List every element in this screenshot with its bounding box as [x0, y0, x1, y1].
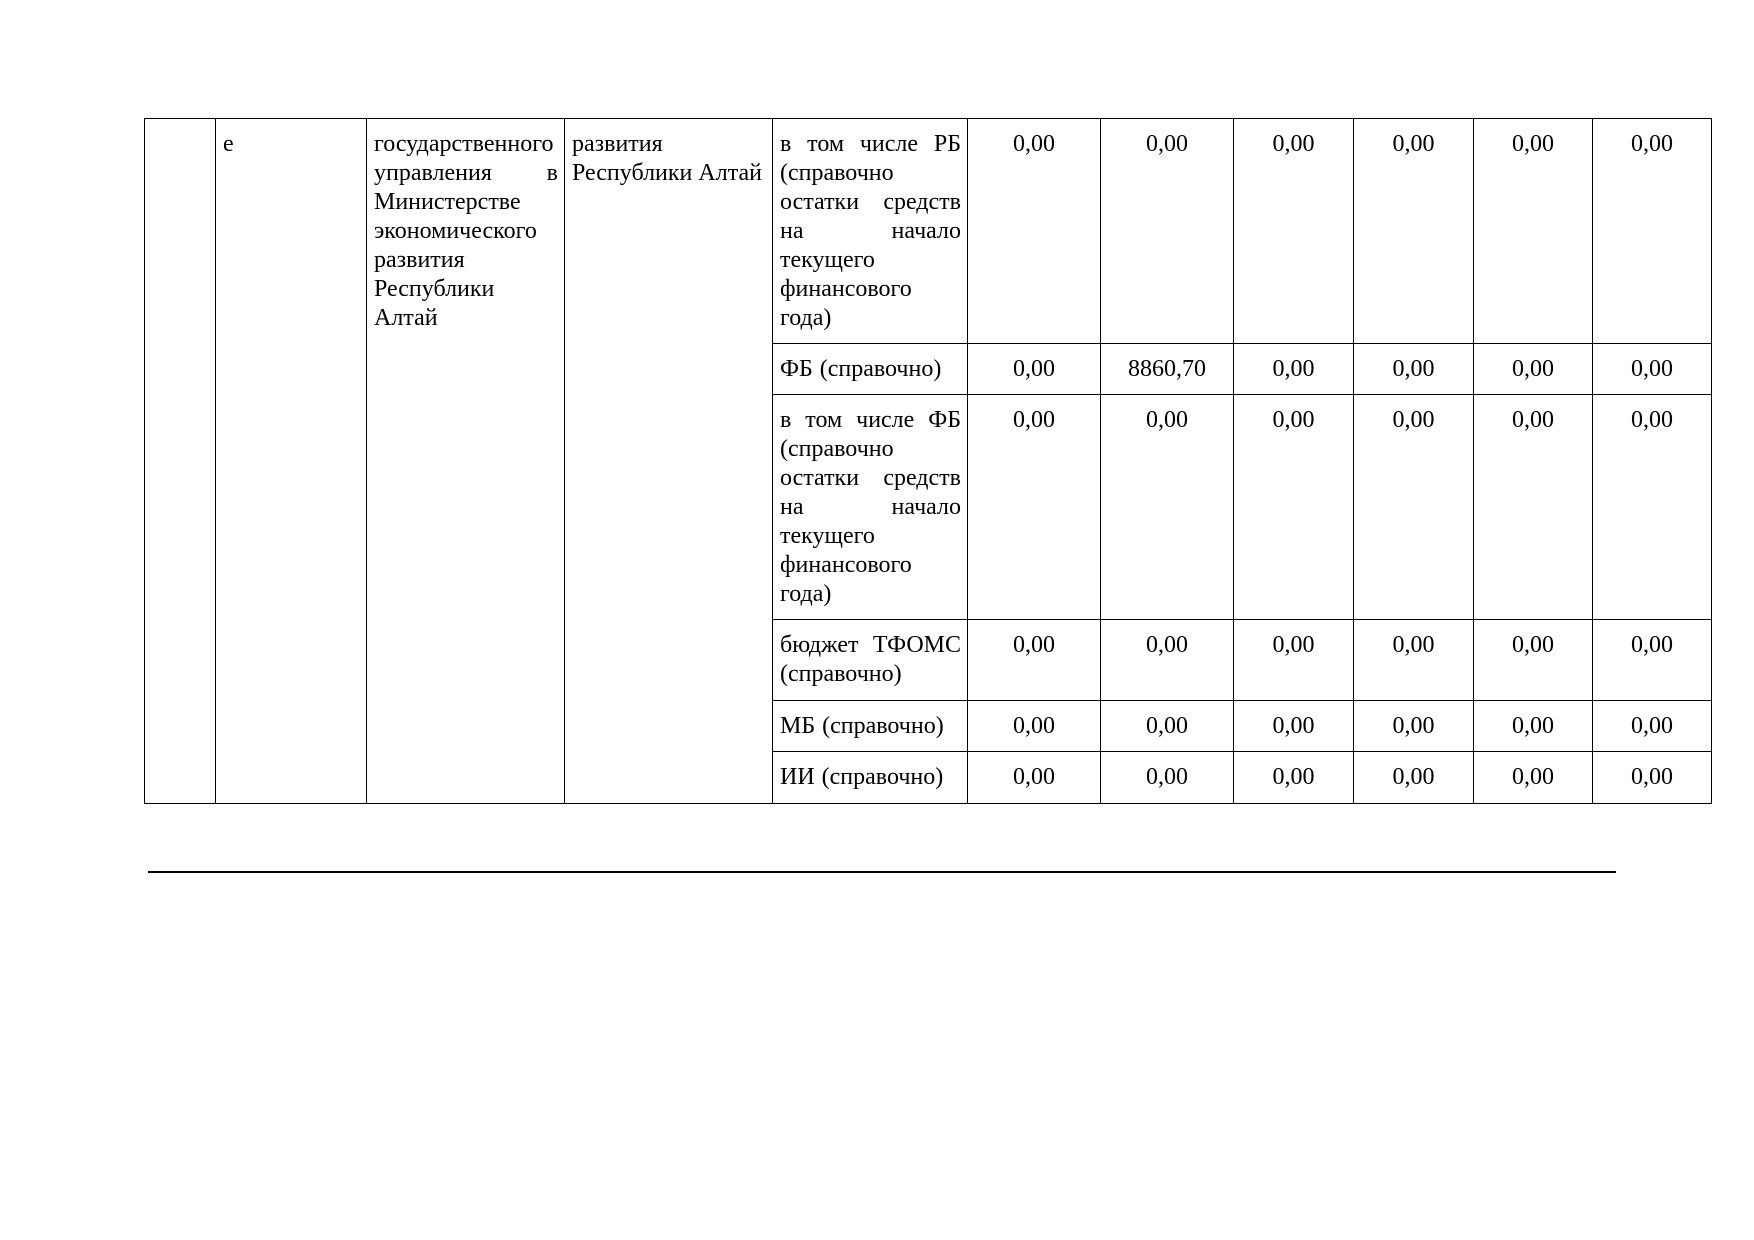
value-cell: 0,00	[968, 701, 1101, 752]
value-cell: 0,00	[1354, 620, 1474, 701]
footer-separator-line	[148, 871, 1616, 873]
value-cell: 0,00	[1234, 344, 1354, 395]
value-cell: 0,00	[968, 119, 1101, 344]
value-cell: 0,00	[968, 344, 1101, 395]
value-cell: 0,00	[1474, 701, 1593, 752]
funding-source-cell: ИИ (справочно)	[773, 752, 968, 804]
value-cell: 0,00	[1474, 119, 1593, 344]
value-cell: 0,00	[1593, 620, 1712, 701]
value-cell: 0,00	[1474, 620, 1593, 701]
value-cell: 0,00	[1593, 119, 1712, 344]
value-cell: 0,00	[1593, 701, 1712, 752]
value-cell: 0,00	[1101, 752, 1234, 804]
value-cell: 0,00	[1354, 119, 1474, 344]
value-cell: 0,00	[1354, 395, 1474, 620]
funding-source-cell: в том числе ФБ (справочно остатки средств на начало текущего финансового года)	[773, 395, 968, 620]
coexecutor-cell: развития Республики Алтай	[565, 119, 773, 804]
funding-source-cell: ФБ (справочно)	[773, 344, 968, 395]
value-cell: 0,00	[1101, 395, 1234, 620]
value-cell: 0,00	[1593, 344, 1712, 395]
executor-cell: государственного управления в Министерстве экономического развития Республики Алтай	[367, 119, 565, 804]
value-cell: 0,00	[1234, 620, 1354, 701]
value-cell: 0,00	[1234, 119, 1354, 344]
value-cell: 0,00	[1234, 701, 1354, 752]
value-cell: 0,00	[1474, 752, 1593, 804]
budget-table	[144, 118, 1712, 804]
funding-source-cell: бюджет ТФОМС (справочно)	[773, 620, 968, 701]
value-cell: 0,00	[1354, 752, 1474, 804]
item-name-cell: е	[216, 119, 367, 804]
value-cell: 0,00	[1234, 752, 1354, 804]
value-cell: 0,00	[1593, 752, 1712, 804]
table-row	[145, 119, 1712, 344]
value-cell: 0,00	[1234, 395, 1354, 620]
value-cell: 0,00	[968, 395, 1101, 620]
value-cell: 0,00	[1474, 395, 1593, 620]
value-cell: 0,00	[1354, 701, 1474, 752]
value-cell: 0,00	[1354, 344, 1474, 395]
value-cell: 0,00	[968, 752, 1101, 804]
value-cell: 0,00	[968, 620, 1101, 701]
funding-source-cell: в том числе РБ (справочно остатки средств на начало текущего финансового года)	[773, 119, 968, 344]
funding-source-cell: МБ (справочно)	[773, 701, 968, 752]
value-cell: 0,00	[1101, 701, 1234, 752]
value-cell: 8860,70	[1101, 344, 1234, 395]
value-cell: 0,00	[1101, 119, 1234, 344]
value-cell: 0,00	[1474, 344, 1593, 395]
value-cell: 0,00	[1593, 395, 1712, 620]
row-number-cell	[145, 119, 216, 804]
value-cell: 0,00	[1101, 620, 1234, 701]
